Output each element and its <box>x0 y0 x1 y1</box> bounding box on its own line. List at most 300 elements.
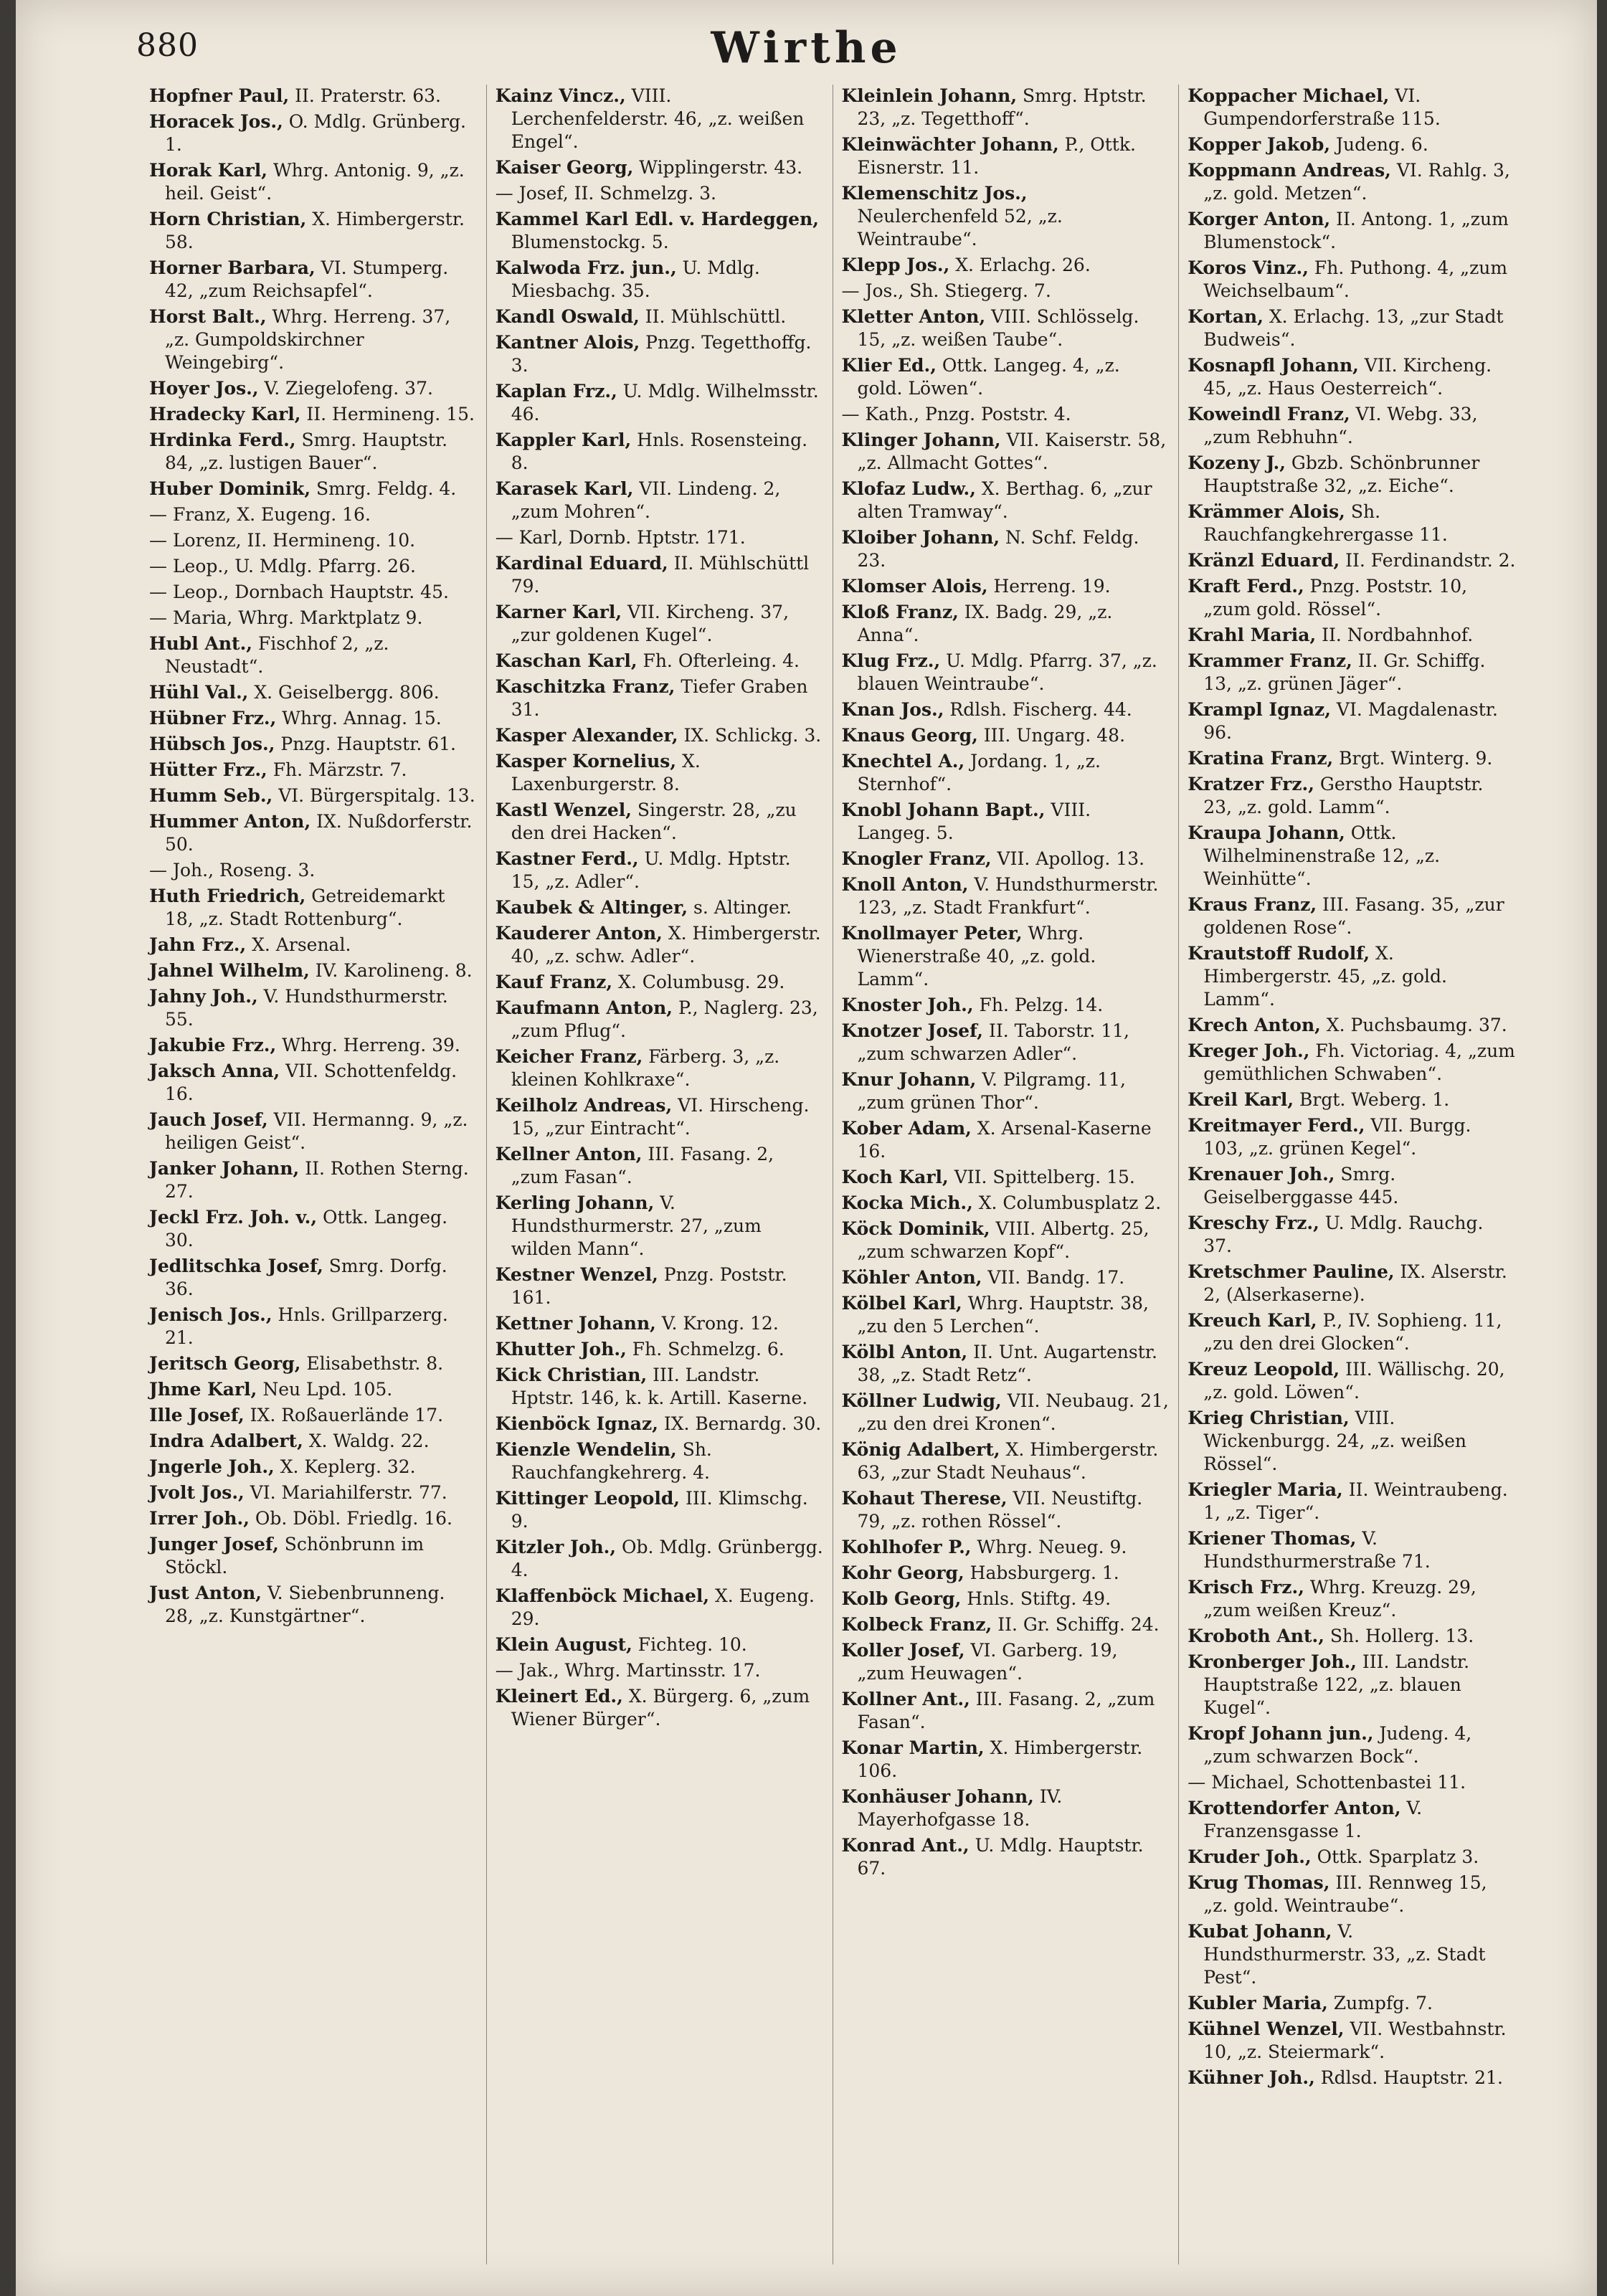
entry-details: III. Klimschg. 9. <box>511 1488 808 1532</box>
entry-details: VI. Hirscheng. 15, „zur Eintracht“. <box>511 1095 810 1139</box>
directory-entry <box>149 1378 478 1401</box>
entry-details: V. Siebenbrunneng. 28, „z. Kunstgärtner“. <box>165 1583 445 1626</box>
directory-entry <box>842 650 1170 696</box>
entry-details: — Kath., Pnzg. Poststr. 4. <box>841 404 1071 424</box>
directory-entry <box>496 1536 824 1582</box>
directory-entry <box>1188 1527 1516 1573</box>
directory-entry <box>149 733 478 756</box>
entry-name: Kubat Johann, <box>1188 1921 1332 1942</box>
directory-page <box>16 0 1597 2296</box>
directory-entry <box>149 1255 478 1301</box>
directory-entry <box>496 724 824 747</box>
entry-details: Whrg. Kreuzg. 29, „zum weißen Kreuz“. <box>1203 1577 1476 1621</box>
entry-name: Kastner Ferd., <box>495 848 639 869</box>
entry-name: Kozeny J., <box>1188 452 1286 473</box>
directory-entry <box>1188 208 1516 254</box>
entry-name: Hühl Val., <box>149 682 249 703</box>
directory-entry <box>842 1192 1170 1215</box>
entry-details: Schönbrunn im Stöckl. <box>165 1534 425 1578</box>
directory-entry <box>149 1304 478 1349</box>
directory-entry <box>496 922 824 968</box>
directory-entry <box>842 429 1170 475</box>
entry-name: Kienzle Wendelin, <box>495 1439 677 1460</box>
entry-details: Ob. Döbl. Friedlg. 16. <box>249 1508 452 1529</box>
entry-name: Kittinger Leopold, <box>495 1488 681 1509</box>
directory-entry <box>1188 747 1516 770</box>
entry-name: Kleinert Ed., <box>495 1686 623 1707</box>
entry-details: X. Himbergerstr. 40, „z. schw. Adler“. <box>511 923 821 967</box>
entry-name: Kretschmer Pauline, <box>1188 1261 1395 1282</box>
entry-name: Knollmayer Peter, <box>841 923 1023 944</box>
entry-name: Krenauer Joh., <box>1188 1164 1335 1185</box>
entry-details: Whrg. Hauptstr. 38, „zu den 5 Lerchen“. <box>857 1293 1149 1337</box>
entry-name: Koppacher Michael, <box>1188 85 1390 106</box>
entry-details: V. Hundsthurmerstraße 71. <box>1203 1528 1431 1572</box>
directory-entry <box>496 208 824 254</box>
directory-entry <box>842 1020 1170 1066</box>
entry-name: Krautstoff Rudolf, <box>1188 943 1370 964</box>
entry-name: Kölbl Anton, <box>841 1342 968 1362</box>
directory-entry <box>1188 1576 1516 1622</box>
entry-name: Khutter Joh., <box>495 1339 627 1360</box>
entry-details: IX. Bernardg. 30. <box>658 1413 822 1434</box>
directory-entry <box>1188 1651 1516 1719</box>
entry-details: U. Mdlg. Rauchg. 37. <box>1203 1213 1484 1256</box>
entry-name: Jahn Frz., <box>149 934 247 955</box>
entry-details: — Franz, X. Eugeng. 16. <box>149 504 371 525</box>
entry-details: II. Gr. Schiffg. 24. <box>992 1614 1160 1635</box>
directory-entry <box>149 1352 478 1375</box>
directory-entry <box>842 85 1170 131</box>
page-number: 880 <box>136 27 199 64</box>
directory-entry <box>1188 1846 1516 1869</box>
entry-name: Huth Friedrich, <box>149 886 306 906</box>
entry-name: Krammer Franz, <box>1188 650 1352 671</box>
directory-entry <box>149 959 478 982</box>
entry-details: III. Wällischg. 20, „z. gold. Löwen“. <box>1203 1359 1505 1403</box>
entry-name: Kopper Jakob, <box>1188 134 1331 155</box>
entry-details: Fh. Victoriag. 4, „zum gemüthlichen Schwaben“. <box>1203 1040 1515 1084</box>
entry-details: VII. Kaiserstr. 58, „z. Allmacht Gottes“. <box>857 430 1167 473</box>
directory-entry <box>842 799 1170 845</box>
entry-name: Kettner Johann, <box>495 1313 656 1334</box>
entry-details: — Josef, II. Schmelzg. 3. <box>495 183 716 204</box>
entry-name: Krieg Christian, <box>1188 1408 1350 1428</box>
entry-details: Rdlsh. Fischerg. 44. <box>944 699 1132 720</box>
entry-details: Jordang. 1, „z. Sternhof“. <box>857 751 1101 794</box>
entry-details: X. Arsenal-Kaserne 16. <box>857 1118 1152 1162</box>
directory-entry <box>842 1166 1170 1189</box>
directory-entry <box>149 707 478 730</box>
directory-entry <box>496 1094 824 1140</box>
entry-name: Knaus Georg, <box>841 725 978 746</box>
directory-entry <box>842 873 1170 919</box>
directory-entry <box>149 1060 478 1106</box>
directory-entry <box>496 1585 824 1631</box>
directory-entry <box>1188 2067 1516 2089</box>
entry-name: Horst Balt., <box>149 306 267 327</box>
directory-entry <box>149 607 478 630</box>
entry-name: Just Anton, <box>149 1583 262 1603</box>
directory-entry <box>1188 159 1516 205</box>
entry-name: Horner Barbara, <box>149 257 316 278</box>
entry-name: Kellner Anton, <box>495 1144 643 1164</box>
entry-name: Köllner Ludwig, <box>841 1390 1002 1411</box>
entry-name: Kohaut Therese, <box>841 1488 1008 1509</box>
entry-name: Humm Seb., <box>149 785 273 806</box>
entry-details: IX. Alserstr. 2, (Alserkaserne). <box>1203 1261 1507 1305</box>
entry-name: Keilholz Andreas, <box>495 1095 673 1116</box>
directory-entry <box>842 1438 1170 1484</box>
entry-details: X. Berthag. 6, „zur alten Tramway“. <box>857 478 1152 522</box>
entry-details: II. Praterstr. 63. <box>289 85 441 106</box>
entry-name: Kloiber Johann, <box>841 527 1000 548</box>
directory-entry <box>1188 624 1516 647</box>
entry-name: Kienböck Ignaz, <box>495 1413 658 1434</box>
entry-name: Kreger Joh., <box>1188 1040 1310 1061</box>
entry-name: Jakubie Frz., <box>149 1035 277 1056</box>
entry-details: Ottk. Langeg. 4, „z. gold. Löwen“. <box>857 355 1120 399</box>
directory-entry <box>842 1266 1170 1289</box>
page-title: Wirthe <box>711 23 902 73</box>
entry-name: Kratzer Frz., <box>1188 774 1314 794</box>
entry-name: Jauch Josef, <box>149 1109 268 1130</box>
entry-details: Pnzg. Poststr. 10, „zum gold. Rössel“. <box>1203 576 1468 620</box>
entry-name: Klomser Alois, <box>841 576 988 597</box>
directory-entry <box>1188 1920 1516 1989</box>
entry-details: IX. Badg. 29, „z. Anna“. <box>857 602 1113 645</box>
entry-details: Getreidemarkt 18, „z. Stadt Rottenburg“. <box>165 886 445 929</box>
entry-name: Krottendorfer Anton, <box>1188 1798 1401 1818</box>
entry-name: Klier Ed., <box>841 355 937 376</box>
directory-entry <box>496 1633 824 1656</box>
entry-name: Kasper Kornelius, <box>495 751 677 772</box>
directory-entry <box>842 1390 1170 1436</box>
entry-details: N. Schf. Feldg. 23. <box>857 527 1139 571</box>
entry-details: VII. Kircheng. 37, „zur goldenen Kugel“. <box>511 602 790 645</box>
entry-name: Jeckl Frz. Joh. v., <box>149 1207 318 1228</box>
directory-entry <box>842 403 1170 426</box>
entry-name: Knogler Franz, <box>841 848 992 869</box>
entry-name: Kalwoda Frz. jun., <box>495 257 677 278</box>
entry-details: X. Himbergerstr. 106. <box>857 1737 1143 1781</box>
directory-entry <box>842 1117 1170 1163</box>
entry-details: X. Waldg. 22. <box>303 1431 430 1451</box>
entry-details: VI. Garberg. 19, „zum Heuwagen“. <box>857 1640 1118 1684</box>
directory-entry <box>496 1263 824 1309</box>
entry-name: Koch Karl, <box>841 1167 949 1187</box>
entry-details: Sh. Hollerg. 13. <box>1324 1626 1474 1646</box>
entry-details: Fischhof 2, „z. Neustadt“. <box>165 633 389 677</box>
directory-entry <box>1188 822 1516 891</box>
directory-entry <box>1188 650 1516 696</box>
directory-entry <box>842 724 1170 747</box>
directory-entry <box>496 1192 824 1261</box>
directory-entry <box>1188 575 1516 621</box>
entry-details: Brgt. Weberg. 1. <box>1294 1089 1450 1110</box>
directory-entry <box>842 182 1170 251</box>
entry-details: VIII. Langeg. 5. <box>857 800 1091 843</box>
entry-name: Kainz Vincz., <box>495 85 626 106</box>
directory-entry <box>842 1068 1170 1114</box>
entry-details: VII. Westbahnstr. 10, „z. Steiermark“. <box>1203 2019 1507 2062</box>
entry-details: VI. Gumpendorferstraße 115. <box>1203 85 1441 129</box>
entry-name: Kaubek & Altinger, <box>495 897 688 918</box>
entry-details: — Karl, Dornb. Hptstr. 171. <box>495 527 746 548</box>
entry-details: Blumenstockg. 5. <box>511 232 669 252</box>
entry-name: Hradecky Karl, <box>149 404 301 424</box>
entry-name: Kühnel Wenzel, <box>1188 2019 1345 2039</box>
directory-entry <box>149 1034 478 1057</box>
directory-entry <box>496 650 824 673</box>
entry-details: Habsburgerg. 1. <box>964 1562 1119 1583</box>
directory-entry <box>842 994 1170 1017</box>
directory-entry <box>1188 1872 1516 1917</box>
entry-name: Krämmer Alois, <box>1188 501 1345 522</box>
entry-details: X. Himbergerstr. 45, „z. gold. Lamm“. <box>1203 943 1447 1010</box>
entry-name: Kick Christian, <box>495 1365 648 1385</box>
entry-name: Irrer Joh., <box>149 1508 250 1529</box>
directory-entry <box>496 1143 824 1189</box>
directory-entry <box>1188 452 1516 498</box>
entry-details: O. Mdlg. Grünberg. 1. <box>165 111 467 155</box>
entry-details: Pnzg. Hauptstr. 61. <box>275 734 456 754</box>
entry-details: U. Mdlg. Wilhelmsstr. 46. <box>511 381 819 424</box>
directory-entry <box>496 1438 824 1484</box>
entry-details: Tiefer Graben 31. <box>511 676 808 720</box>
entry-details: s. Altinger. <box>688 897 792 918</box>
directory-entry <box>496 1364 824 1410</box>
entry-details: VII. Schottenfeldg. 16. <box>165 1061 458 1104</box>
entry-details: VII. Kircheng. 45, „z. Haus Oesterreich“. <box>1203 355 1492 399</box>
entry-details: II. Mühlschüttl. <box>639 306 787 327</box>
entry-name: Kestner Wenzel, <box>495 1264 658 1285</box>
entry-name: Knoster Joh., <box>841 995 974 1015</box>
entry-name: Koweindl Franz, <box>1188 404 1350 424</box>
directory-entry <box>149 985 478 1031</box>
entry-details: — Leop., Dornbach Hauptstr. 45. <box>149 582 449 602</box>
directory-entry <box>1188 1261 1516 1306</box>
entry-details: X. Puchsbaumg. 37. <box>1320 1015 1507 1035</box>
directory-entry <box>842 254 1170 277</box>
entry-details: Whrg. Herreng. 37, „z. Gumpoldskirchner Weingebirg“. <box>165 306 451 373</box>
entry-details: Rdlsd. Hauptstr. 21. <box>1314 2067 1503 2088</box>
entry-details: II. Antong. 1, „zum Blumenstock“. <box>1203 209 1509 252</box>
entry-details: V. Hundsthurmerstr. 33, „z. Stadt Pest“. <box>1203 1921 1486 1988</box>
entry-name: Kauderer Anton, <box>495 923 663 944</box>
entry-details: Judeng. 6. <box>1330 134 1428 155</box>
entry-name: Janker Johann, <box>149 1158 300 1179</box>
directory-entry <box>1188 257 1516 303</box>
entry-details: Ottk. Langeg. 30. <box>165 1207 448 1251</box>
entry-name: Kratina Franz, <box>1188 748 1334 769</box>
entry-name: Kohlhofer P., <box>841 1537 972 1557</box>
entry-details: — Joh., Roseng. 3. <box>149 860 316 881</box>
entry-details: X. Columbusg. 29. <box>612 972 785 992</box>
entry-details: VII. Neustiftg. 79, „z. rothen Rössel“. <box>857 1488 1143 1532</box>
entry-name: Kölbel Karl, <box>841 1293 962 1314</box>
entry-name: Knur Johann, <box>841 1069 977 1090</box>
directory-entry <box>496 896 824 919</box>
entry-name: Karasek Karl, <box>495 478 634 499</box>
directory-entry <box>496 971 824 994</box>
entry-name: Kober Adam, <box>841 1118 972 1139</box>
entry-name: Kosnapfl Johann, <box>1188 355 1359 376</box>
entry-name: Hrdinka Ferd., <box>149 430 296 450</box>
directory-entry <box>496 1659 824 1682</box>
directory-entry <box>1188 1771 1516 1794</box>
entry-details: VII. Neubaug. 21, „zu den drei Kronen“. <box>857 1390 1169 1434</box>
entry-name: Indra Adalbert, <box>149 1431 303 1451</box>
entry-details: X. Himbergerstr. 63, „zur Stadt Neuhaus“. <box>857 1439 1159 1483</box>
entry-name: Kroboth Ant., <box>1188 1626 1324 1646</box>
directory-entry <box>149 1157 478 1203</box>
entry-details: Whrg. Neueg. 9. <box>971 1537 1127 1557</box>
directory-entry <box>842 1536 1170 1559</box>
entry-name: Kleinwächter Johann, <box>841 134 1059 155</box>
directory-entry <box>842 1487 1170 1533</box>
entry-name: Karner Karl, <box>495 602 622 622</box>
entry-details: U. Mdlg. Hauptstr. 67. <box>857 1835 1144 1879</box>
entry-name: Kortan, <box>1188 306 1264 327</box>
entry-name: Horn Christian, <box>149 209 307 229</box>
entry-name: Kasper Alexander, <box>495 725 678 746</box>
entry-name: Jngerle Joh., <box>149 1456 275 1477</box>
column <box>141 85 487 2264</box>
directory-entry <box>496 750 824 796</box>
entry-details: Smrg. Hauptstr. 84, „z. lustigen Bauer“. <box>165 430 448 473</box>
directory-entry <box>1188 501 1516 546</box>
entry-name: Knoll Anton, <box>841 874 969 895</box>
directory-entry <box>149 1404 478 1427</box>
directory-entry <box>842 1639 1170 1685</box>
entry-details: V. Hundsthurmerstr. 123, „z. Stadt Frankfurt“. <box>857 874 1159 918</box>
directory-entry <box>149 257 478 303</box>
entry-details: U. Mdlg. Miesbachg. 35. <box>511 257 760 301</box>
entry-details: Brgt. Winterg. 9. <box>1333 748 1493 769</box>
entry-name: Krech Anton, <box>1188 1015 1321 1035</box>
entry-name: Kleinlein Johann, <box>841 85 1018 106</box>
entry-details: — Jak., Whrg. Martinsstr. 17. <box>495 1660 761 1681</box>
entry-name: Kohr Georg, <box>841 1562 964 1583</box>
entry-name: Kardinal Eduard, <box>495 553 668 574</box>
entry-details: — Leop., U. Mdlg. Pfarrg. 26. <box>149 556 416 577</box>
directory-entry <box>149 377 478 400</box>
entry-details: V. Hundsthurmerstr. 27, „zum wilden Mann“. <box>511 1192 762 1259</box>
entry-name: Klinger Johann, <box>841 430 1001 450</box>
entry-details: Ottk. Sparplatz 3. <box>1311 1846 1479 1867</box>
directory-entry <box>1188 1722 1516 1768</box>
entry-name: Kammel Karl Edl. v. Hardeggen, <box>495 209 819 229</box>
entry-details: U. Mdlg. Hptstr. 15, „z. Adler“. <box>511 848 791 892</box>
directory-entry <box>496 799 824 845</box>
entry-details: VII. Burgg. 103, „z. grünen Kegel“. <box>1203 1115 1471 1159</box>
directory-entry <box>1188 1358 1516 1404</box>
directory-entry <box>149 555 478 578</box>
entry-name: Kandl Oswald, <box>495 306 640 327</box>
entry-name: Jaksch Anna, <box>149 1061 280 1081</box>
entry-name: Kreuch Karl, <box>1188 1310 1317 1331</box>
directory-entry <box>149 478 478 501</box>
entry-details: VI. Bürgerspitalg. 13. <box>272 785 475 806</box>
entry-details: Fh. Pelzg. 14. <box>973 995 1104 1015</box>
entry-name: Klaffenböck Michael, <box>495 1585 710 1606</box>
directory-entry <box>496 1338 824 1361</box>
entry-details: X. Erlachg. 26. <box>949 255 1091 275</box>
entry-details: VI. Stumperg. 42, „zum Reichsapfel“. <box>165 257 449 301</box>
entry-details: III. Landstr. Hptstr. 146, k. k. Artill. Kaserne. <box>511 1365 808 1408</box>
directory-entry <box>496 552 824 598</box>
entry-name: Kreil Karl, <box>1188 1089 1294 1110</box>
directory-entry <box>149 581 478 604</box>
directory-entry <box>842 305 1170 351</box>
entry-name: Kraus Franz, <box>1188 894 1317 915</box>
directory-entry <box>496 1685 824 1731</box>
directory-entry <box>1188 1797 1516 1843</box>
entry-name: Konrad Ant., <box>841 1835 970 1856</box>
entry-details: — Jos., Sh. Stiegerg. 7. <box>841 280 1051 301</box>
entry-details: II. Taborstr. 11, „zum schwarzen Adler“. <box>857 1020 1129 1064</box>
entry-details: II. Weintraubeng. 1, „z. Tiger“. <box>1203 1479 1508 1523</box>
directory-entry <box>496 305 824 328</box>
directory-entry <box>842 526 1170 572</box>
directory-entry <box>149 305 478 374</box>
entry-details: V. Krong. 12. <box>655 1313 779 1334</box>
entry-name: Kreschy Frz., <box>1188 1213 1319 1233</box>
entry-name: Klemenschitz Jos., <box>841 183 1028 204</box>
directory-entry <box>149 1507 478 1530</box>
directory-entry <box>1188 2018 1516 2064</box>
entry-name: Koros Vinz., <box>1188 257 1309 278</box>
entry-name: Kaschitzka Franz, <box>495 676 675 697</box>
directory-entry <box>149 208 478 254</box>
entry-name: Klein August, <box>495 1634 632 1655</box>
entry-details: VII. Hermanng. 9, „z. heiligen Geist“. <box>165 1109 468 1153</box>
directory-entry <box>149 429 478 475</box>
entry-details: VII. Bandg. 17. <box>982 1267 1125 1288</box>
entry-details: Hnls. Grillparzerg. 21. <box>165 1304 448 1348</box>
entry-details: IV. Karolineng. 8. <box>309 960 473 981</box>
entry-details: VIII. Albertg. 25, „zum schwarzen Kopf“. <box>857 1218 1149 1262</box>
entry-name: Kloß Franz, <box>841 602 959 622</box>
entry-name: Kitzler Joh., <box>495 1537 617 1557</box>
entry-name: Kreuz Leopold, <box>1188 1359 1340 1380</box>
entry-name: Korger Anton, <box>1188 209 1331 229</box>
entry-name: Kriener Thomas, <box>1188 1528 1357 1549</box>
entry-details: Ottk. Wilhelminenstraße 12, „z. Weinhütte“. <box>1203 822 1441 889</box>
entry-details: Fh. Ofterleing. 4. <box>637 650 800 671</box>
entry-details: III. Fasang. 35, „zur goldenen Rose“. <box>1203 894 1504 938</box>
entry-details: X. Laxenburgerstr. 8. <box>511 751 701 794</box>
entry-name: Koppmann Andreas, <box>1188 160 1391 181</box>
entry-name: Horak Karl, <box>149 160 267 181</box>
directory-entry <box>1188 1309 1516 1355</box>
directory-entry <box>149 1206 478 1252</box>
directory-entry <box>842 601 1170 647</box>
entry-details: Elisabethstr. 8. <box>300 1353 444 1374</box>
directory-entry <box>1188 1040 1516 1086</box>
entry-name: Jenisch Jos., <box>149 1304 272 1325</box>
entry-name: Knobl Johann Bapt., <box>841 800 1046 820</box>
entry-details: VI. Rahlg. 3, „z. gold. Metzen“. <box>1203 160 1510 204</box>
entry-name: Kaufmann Anton, <box>495 997 673 1018</box>
entry-details: X. Himbergerstr. 58. <box>165 209 465 252</box>
entry-name: Kollner Ant., <box>841 1689 970 1709</box>
entry-name: Konhäuser Johann, <box>841 1786 1034 1807</box>
directory-entry <box>842 698 1170 721</box>
entry-name: Kronberger Joh., <box>1188 1651 1357 1672</box>
entry-name: Keicher Franz, <box>495 1046 643 1067</box>
